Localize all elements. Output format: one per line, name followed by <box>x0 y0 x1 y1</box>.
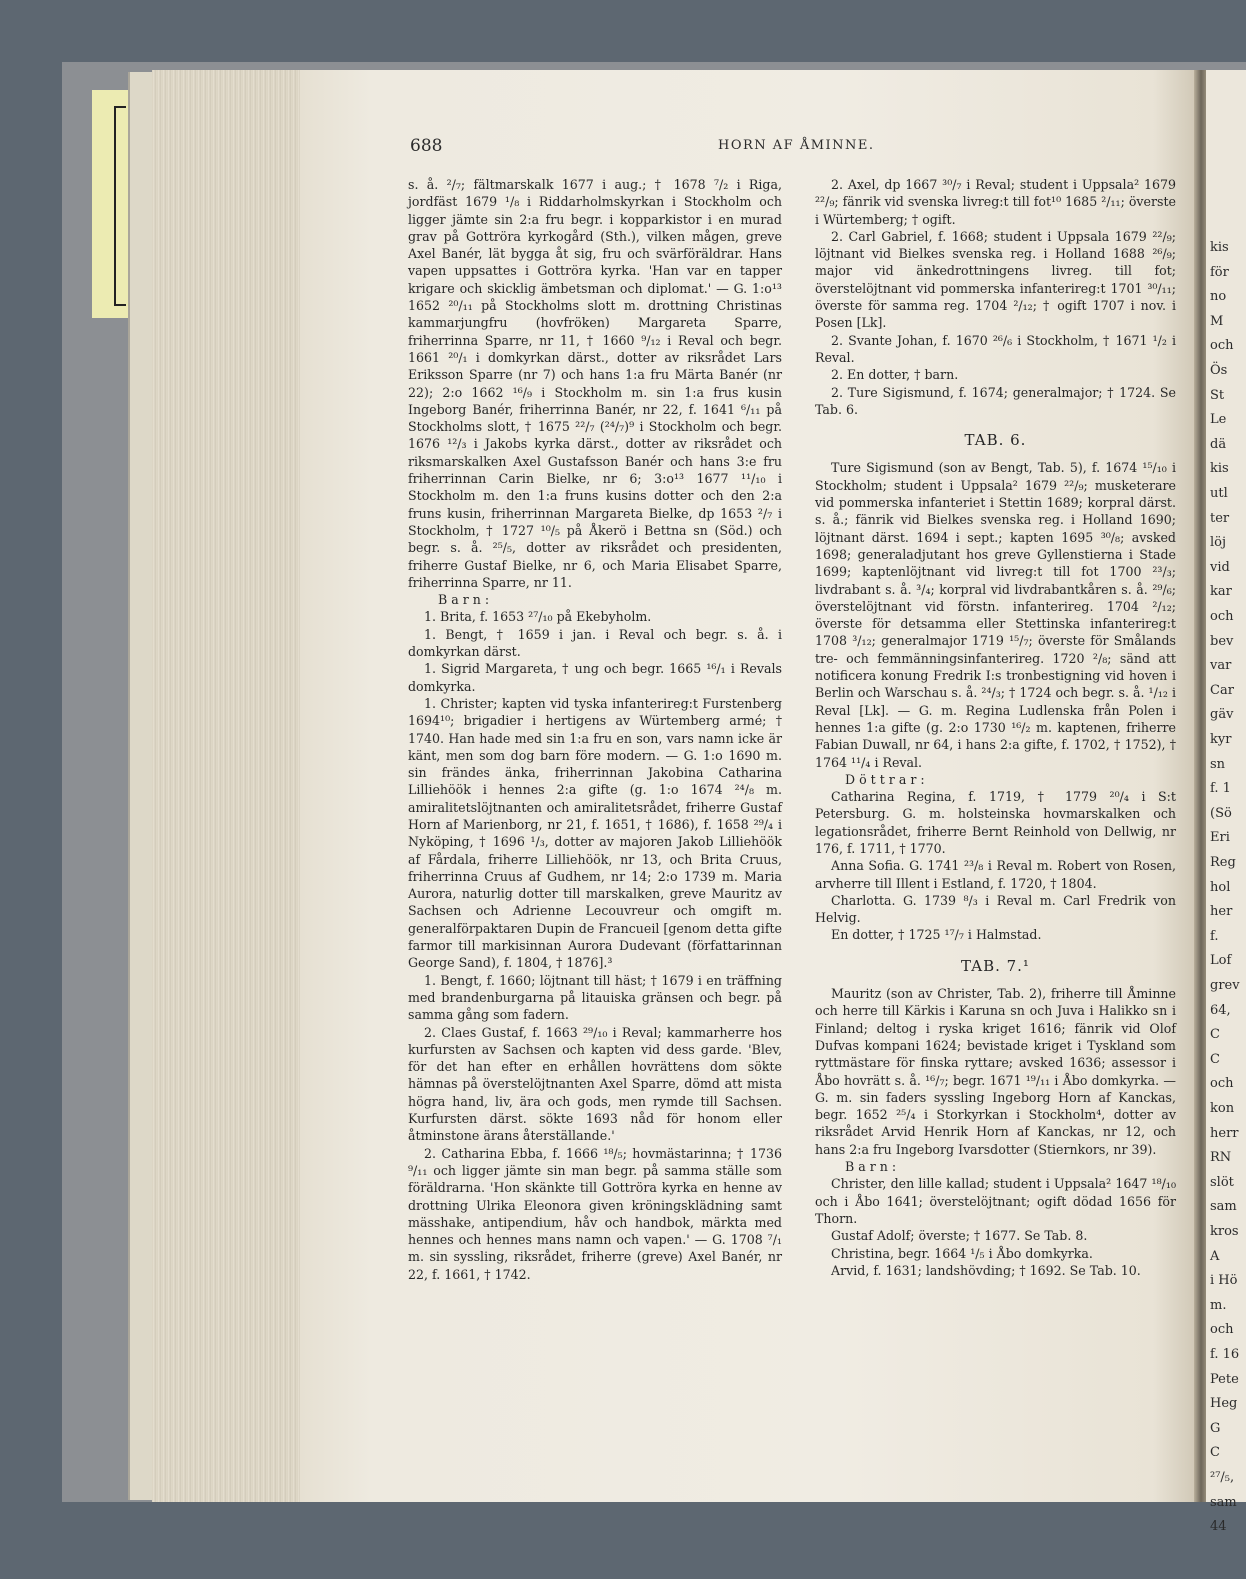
index-tab <box>92 90 133 318</box>
facing-page-fragment: Car <box>1210 682 1234 698</box>
section-heading: Barn: <box>845 1159 901 1175</box>
facing-page-fragment: och <box>1210 1076 1234 1092</box>
facing-page-fragment: och <box>1210 338 1234 354</box>
facing-page-fragment: grev <box>1210 978 1240 993</box>
paragraph: 2. Ture Sigismund, f. 1674; generalmajor; † 1724. Se Tab. 6. <box>815 384 1176 417</box>
facing-page-fragment: gäv <box>1210 707 1234 723</box>
paragraph: Christer, den lille kallad; student i Uppsala² 1647 ¹⁸/₁₀ och i Åbo 1641; överstelöjtnant; ogift dödad 1656 för Thorn. <box>815 1176 1176 1226</box>
facing-page-fragment: i Hö <box>1210 1273 1238 1289</box>
paragraph: 1. Sigrid Margareta, † ung och begr. 1665 ¹⁶/₁ i Revals domkyrka. <box>408 661 782 694</box>
facing-page-fragment: kros <box>1210 1224 1239 1239</box>
facing-page-fragment: ter <box>1210 510 1230 526</box>
right-text-column <box>815 176 1176 1279</box>
facing-page-fragment: C <box>1210 1051 1220 1067</box>
paragraph: 1. Bengt, † 1659 i jan. i Reval och begr. s. å. i domkyrkan därst. <box>408 626 782 660</box>
facing-page-fragment: hol <box>1210 879 1231 895</box>
facing-page-fragment: vid <box>1210 559 1230 575</box>
facing-page-fragment: kyr <box>1210 732 1232 747</box>
facing-page-fragment: löj <box>1210 535 1227 551</box>
facing-page-fragment: Heg <box>1210 1396 1238 1412</box>
paragraph: En dotter, † 1725 ¹⁷/₇ i Halmstad. <box>831 927 1042 943</box>
facing-page-fragment: Ös <box>1210 363 1228 378</box>
facing-page-fragment: f. <box>1210 928 1219 944</box>
facing-page-edge <box>1206 70 1246 1535</box>
facing-page-fragment: 64, <box>1210 1002 1231 1018</box>
running-head: HORN AF ÅMINNE. <box>718 138 875 153</box>
facing-page-fragment: M <box>1210 313 1224 329</box>
facing-page-fragment: A <box>1210 1248 1220 1264</box>
facing-page-fragment: slöt <box>1210 1174 1234 1190</box>
paragraph: Ture Sigismund (son av Bengt, Tab. 5), f. 1674 ¹⁵/₁₀ i Stockholm; student i Uppsala² 1679 ²²/₉; musketerare vid pommerska infanteriet i Stettin 1689; korpral därst. s. å.; fänrik vid Bielkes svenska reg. i Holland 1690; löjtnant därst. 1694 i sept.; kapten 1695 ³⁰/₈; avsked 1698; generaladjutant hos greve Gyllenstierna i Stade 1699; kaptenlöjtnant vid livreg:t till fot 1700 ²³/₃; livdrabant s. å. ³/₄; korpral vid livdrabantkåren s. å. ²⁹/₆; överstelöjtnant vid förstn. infanterireg. 1704 ²/₁₂; överste för detsamma eller Stettinska infanterireg:t 1708 ³/₁₂; generalmajor 1719 ¹⁵/₇; överste för Smålands tre- och femmänningsinfanterireg. 1720 ²/₈; sänd att notificera konung Fredrik I:s tronbestigning vid hoven i Berlin och Warschau s. å. ²⁴/₃; † 1724 och begr. s. å. ¹/₁₂ i Reval [Lk]. — G. m. Regina Ludlenska från Polen i hennes 1:a gifte (g. 2:o 1730 ¹⁶/₂ m. kaptenen, friherre Fabian Duwall, nr 64, i hans 2:a gifte, f. 1702, † 1752), † 1764 ¹¹/₄ i Reval. <box>815 460 1176 770</box>
paragraph: 2. Svante Johan, f. 1670 ²⁶/₆ i Stockholm, † 1671 ¹/₂ i Reval. <box>815 332 1176 365</box>
index-tab-border <box>114 106 126 306</box>
paragraph: 1. Brita, f. 1653 ²⁷/₁₀ på Ekebyholm. <box>424 609 652 625</box>
facing-page-fragment: var <box>1210 658 1232 674</box>
facing-page-fragment: Pete <box>1210 1371 1239 1387</box>
facing-page-fragment: St <box>1210 387 1225 403</box>
table-heading: TAB. 6. <box>964 431 1027 450</box>
table-heading: TAB. 7.¹ <box>961 956 1030 975</box>
paragraph: 2. Carl Gabriel, f. 1668; student i Uppsala 1679 ²²/₉; löjtnant vid Bielkes svenska reg. i Holland 1688 ²⁶/₉; major vid änkedrottningens livreg. till fot; överstelöjtnant vid pommerska infanterireg:t 1701 ³⁰/₁₁; överste för samma reg. 1704 ²/₁₂; † ogift 1707 i nov. i Posen [Lk]. <box>815 228 1176 331</box>
facing-page-fragment: Le <box>1210 412 1227 428</box>
paragraph: 2. Catharina Ebba, f. 1666 ¹⁸/₅; hovmästarinna; † 1736 ⁹/₁₁ och ligger jämte sin man begr. på samma ställe som föräldrarna. 'Hon skänkte till Gottröra kyrka en henne av drottning Ulrika Eleonora given kröningsklädning samt mässhake, antipendium, håv och handbok, märkta med hennes och hennes mans namn och vapen.' — G. 1708 ⁷/₁ m. sin syssling, riksrådet, friherre (greve) Axel Banér, nr 22, f. 1661, † 1742. <box>408 1145 782 1282</box>
paragraph: Charlotta. G. 1739 ⁸/₃ i Reval m. Carl Fredrik von Helvig. <box>815 892 1176 926</box>
facing-page-fragment: (Sö <box>1210 805 1232 821</box>
facing-page-fragment: Lof <box>1210 953 1232 969</box>
facing-page-fragment: C <box>1210 1445 1220 1461</box>
facing-page-fragment: 44 <box>1210 1519 1227 1535</box>
facing-page-fragment: f. 1 <box>1210 781 1231 797</box>
facing-page-fragment: utl <box>1210 486 1228 501</box>
paragraph: 2. Axel, dp 1667 ³⁰/₇ i Reval; student i Uppsala² 1679 ²²/₉; fänrik vid svenska livreg:t till fot¹⁰ 1685 ²/₁₁; överste i Würtemberg; † ogift. <box>815 177 1176 227</box>
facing-page-fragment: herr <box>1210 1125 1239 1141</box>
facing-page-fragment: f. 16 <box>1210 1347 1240 1362</box>
facing-page-fragment: bev <box>1210 633 1234 649</box>
paragraph: Mauritz (son av Christer, Tab. 2), friherre till Åminne och herre till Kärkis i Karuna sn och Juva i Halikko sn i Finland; deltog i ryska kriget 1616; fänrik vid Olof Dufvas kompani 1624; bevistade kriget i Tyskland som ryttmästare för finska ryttare; avsked 1636; assessor i Åbo hovrätt s. å. ¹⁶/₇; begr. 1671 ¹⁹/₁₁ i Åbo domkyrka. — G. m. sin faders syssling Ingeborg Horn af Kanckas, begr. 1652 ²⁵/₄ i Storkyrkan i Stockholm⁴, dotter av riksrådet Arvid Henrik Horn af Kanckas, nr 12, och hans 2:a fru Ingeborg Ivarsdotter (Stiernkors, nr 39). <box>815 986 1176 1157</box>
facing-page-fragment: och <box>1210 609 1234 624</box>
page-edges <box>152 70 302 1502</box>
paragraph: 1. Bengt, f. 1660; löjtnant till häst; † 1679 i en träffning med brandenburgarna på litauiska gränsen och begr. på samma gång som fadern. <box>408 972 782 1023</box>
facing-page-fragment: sn <box>1210 756 1226 772</box>
facing-page-fragment: G <box>1210 1420 1221 1436</box>
facing-page-fragment: her <box>1210 904 1233 920</box>
facing-page-fragment: Eri <box>1210 830 1230 846</box>
facing-page-fragment: sam <box>1210 1199 1237 1215</box>
paragraph: 2. En dotter, † barn. <box>831 367 959 383</box>
paragraph: s. å. ²/₇; fältmarskalk 1677 i aug.; † 1678 ⁷/₂ i Riga, jordfäst 1679 ¹/₈ i Riddarholmskyrkan i Stockholm och ligger jämte sin 2:a fru begr. i kopparkistor i en murad grav på Gottröra kyrkogård (Sth.), vilken mågen, greve Axel Banér, lät bygga åt sig, fru och svärföräldrar. Hans vapen uppsattes i Gottröra kyrka. 'Han var en tapper krigare och skicklig ämbetsman och diplomat.' — G. 1:o¹³ 1652 ²⁰/₁₁ på Stockholms slott m. drottning Christinas kammarjungfru (hovfröken) Margareta Sparre, friherrinna Sparre, nr 11, † 1660 ⁹/₁₂ i Reval och begr. 1661 ²⁰/₁ i domkyrkan därst., dotter av riksrådet Lars Eriksson Sparre (nr 7) och hans 1:a fru Märta Banér (nr 22); 2:o 1662 ¹⁶/₉ i Stockholm m. sin 1:a frus kusin Ingeborg Banér, friherrinna Banér, nr 22, f. 1641 ⁶/₁₁ på Stockholms slott, † 1675 ²²/₇ (²⁴/₇)⁹ i Stockholm och begr. 1676 ¹²/₃ i Jakobs kyrka därst., dotter av riksrådet och riksmarskalken Axel Gustafsson Banér och hans 3:e fru friherrinnan Carin Bielke, nr 6; 3:o¹³ 1677 ¹¹/₁₀ i Stockholm m. den 1:a fruns kusins dotter och den 2:a fruns kusin, friherrinnan Margareta Bielke, dp 1653 ²/₇ i Stockholm, † 1727 ¹⁰/₅ på Åkerö i Bettna sn (Söd.) och begr. s. å. ²⁵/₅, dotter av riksrådet och presidenten, friherre Gustaf Bielke, nr 6, och Maria Elisabet Sparre, friherrinna Sparre, nr 11. <box>408 177 782 590</box>
facing-page-fragment: RN <box>1210 1150 1232 1166</box>
facing-page-fragment: kon <box>1210 1101 1235 1116</box>
facing-page-fragment: m. <box>1210 1297 1227 1313</box>
page-number: 688 <box>410 136 443 156</box>
facing-page-fragment: kar <box>1210 584 1232 600</box>
facing-page-fragment: Reg <box>1210 855 1236 870</box>
facing-page-fragment: ²⁷/₅, <box>1210 1470 1235 1485</box>
facing-page-fragment: sam <box>1210 1494 1237 1510</box>
paragraph: Anna Sofia. G. 1741 ²³/₈ i Reval m. Robert von Rosen, arvherre till Illent i Estland, f. 1720, † 1804. <box>815 858 1176 891</box>
facing-page-fragment: kis <box>1210 240 1229 255</box>
section-heading: Döttrar: <box>845 771 929 787</box>
paragraph: Catharina Regina, f. 1719, † 1779 ²⁰/₄ i S:t Petersburg. G. m. holsteinska hovmarskalken och legationsrådet, friherre Bernt Reinhold von Dellwig, nr 176, f. 1711, † 1770. <box>815 789 1176 856</box>
facing-page-fragment: och <box>1210 1322 1234 1338</box>
paragraph: Gustaf Adolf; överste; † 1677. Se Tab. 8. <box>831 1228 1088 1244</box>
left-text-column <box>408 176 782 1283</box>
facing-page-fragment: dä <box>1210 436 1227 452</box>
facing-page-fragment: kis <box>1210 461 1229 477</box>
paragraph: Christina, begr. 1664 ¹/₅ i Åbo domkyrka. <box>831 1245 1093 1261</box>
facing-page-fragment: C <box>1210 1027 1220 1043</box>
facing-page-fragment: no <box>1210 289 1227 305</box>
paragraph: 2. Claes Gustaf, f. 1663 ²⁹/₁₀ i Reval; kammarherre hos kurfursten av Sachsen och kapten vid dess garde. 'Blev, för det han efter en erhållen hovrättens dom sökte hämnas på överstelöjtnanten Axel Sparre, dömd att mista högra hand, liv, ära och gods, men rymde till Sachsen. Kurfursten därst. sökte 1693 nåd för honom eller åtminstone ärans återställande.' <box>408 1024 782 1144</box>
paragraph: 1. Christer; kapten vid tyska infanterireg:t Furstenberg 1694¹⁰; brigadier i hertigens av Würtemberg armé; † 1740. Han hade med sin 1:a fru en son, vars namn icke är känt, men som dog barn före modern. — G. 1:o 1690 m. sin frändes änka, friherrinnan Jakobina Catharina Lilliehöök i hennes 2:a gifte (g. 1:o 1674 ²⁴/₈ m. amiralitetslöjtnanten och amiralitetsrådet, friherre Gustaf Horn af Marienborg, nr 21, f. 1651, † 1686), f. 1658 ²⁹/₄ i Nyköping, † 1696 ¹/₃, dotter av majoren Jakob Lilliehöök af Fårdala, friherre Lilliehöök, nr 13, och Brita Cruus, friherrinna Cruus af Gudhem, nr 14; 2:o 1739 m. Maria Aurora, naturlig dotter till marskalken, greve Mauritz av Sachsen och Adrienne Lecouvreur och omgift m. generalförpaktaren Dupin de Francueil [genom detta gifte farmor till markisinnan Aurora Dudevant (författarinnan George Sand), f. 1804, † 1876].³ <box>408 695 782 971</box>
facing-page-fragment: för <box>1210 264 1229 280</box>
section-heading: Barn: <box>438 592 494 608</box>
paragraph: Arvid, f. 1631; landshövding; † 1692. Se Tab. 10. <box>831 1262 1141 1278</box>
